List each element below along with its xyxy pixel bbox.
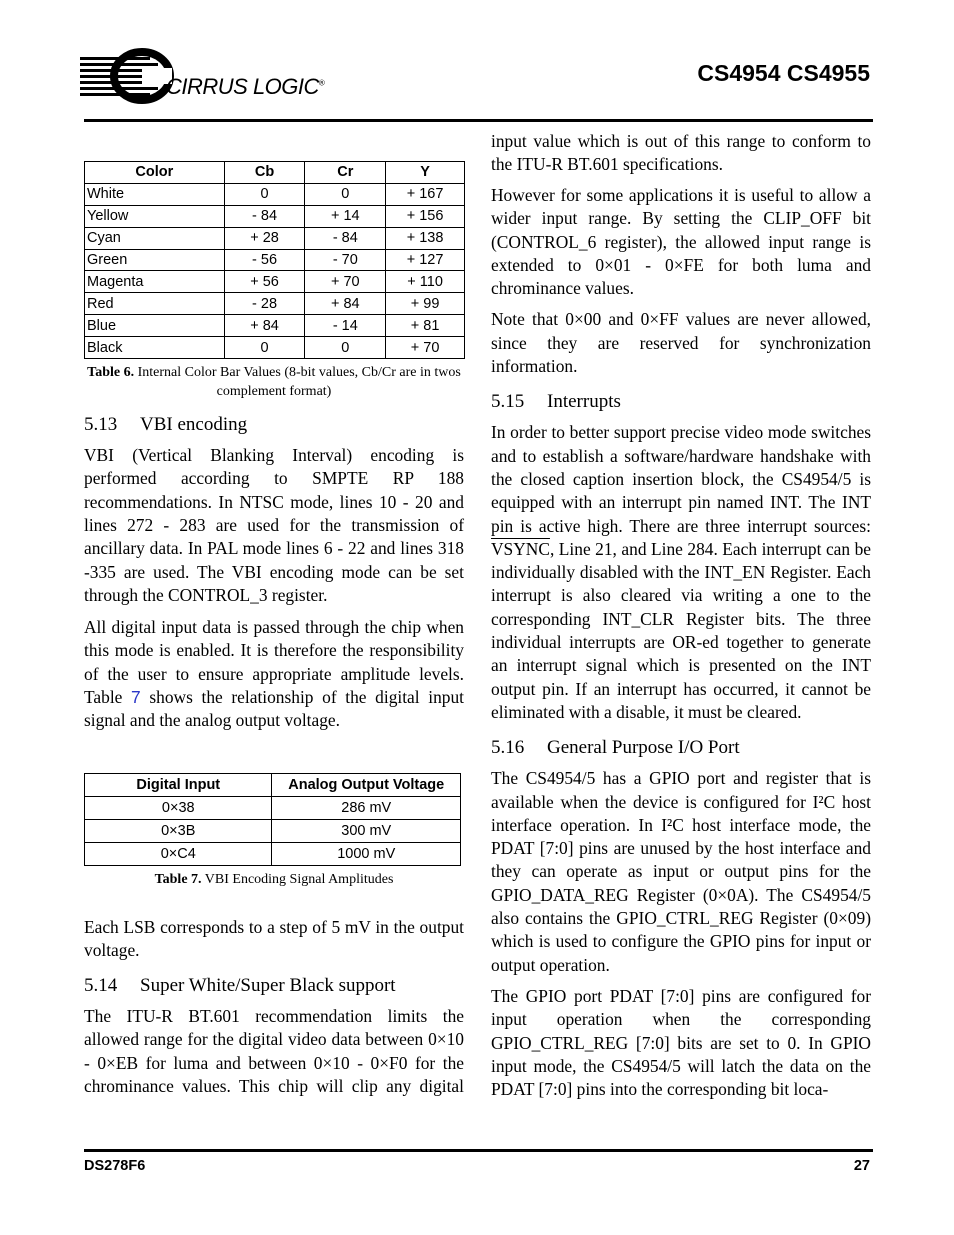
column-header-digital-input: Digital Input bbox=[85, 773, 272, 796]
table-row bbox=[85, 819, 461, 842]
document-id: DS278F6 bbox=[84, 1158, 146, 1174]
color-name-cell: Yellow bbox=[85, 205, 225, 227]
color-bar-table bbox=[84, 161, 465, 359]
company-logo bbox=[80, 48, 330, 108]
document-title: CS4954 CS4955 bbox=[697, 60, 870, 86]
table-row bbox=[85, 842, 461, 865]
table-row bbox=[85, 249, 465, 271]
cr-cell: 0 bbox=[305, 337, 386, 359]
digital-input-cell: 0×38 bbox=[85, 796, 272, 819]
column-header-analog-output: Analog Output Voltage bbox=[272, 773, 461, 796]
cr-cell: - 14 bbox=[305, 315, 386, 337]
color-name-cell: Black bbox=[85, 337, 225, 359]
section-5-13-heading: 5.13 VBI encoding bbox=[84, 414, 248, 436]
table-row bbox=[85, 271, 465, 293]
vbi-amplitude-table bbox=[84, 773, 461, 866]
color-name-cell: Magenta bbox=[85, 271, 225, 293]
super-white-paragraph-1-continued: input value which is out of this range to conform to the ITU-R BT.601 specifications. bbox=[491, 131, 871, 175]
cb-cell: + 56 bbox=[224, 271, 305, 293]
table-row bbox=[85, 183, 465, 205]
cb-cell: - 56 bbox=[224, 249, 305, 271]
super-white-paragraph-3: Note that 0×00 and 0×FF values are never allowed, since they are reserved for synchronization information. bbox=[491, 309, 871, 377]
color-name-cell: Blue bbox=[85, 315, 225, 337]
lsb-paragraph: Each LSB corresponds to a step of 5 mV in the output voltage. bbox=[84, 916, 464, 960]
y-cell: + 110 bbox=[386, 271, 465, 293]
left-column bbox=[84, 130, 464, 1099]
column-header-y: Y bbox=[386, 162, 465, 184]
table-header-row bbox=[85, 162, 465, 184]
table-row bbox=[85, 205, 465, 227]
footer-rule bbox=[84, 1149, 873, 1152]
section-5-16-heading: 5.16 General Purpose I/O Port bbox=[491, 737, 740, 759]
column-header-cb: Cb bbox=[224, 162, 305, 184]
section-5-14-heading: 5.14 Super White/Super Black support bbox=[84, 975, 396, 997]
table-7-caption: Table 7. VBI Encoding Signal Amplitudes bbox=[154, 871, 394, 887]
cr-cell: + 14 bbox=[305, 205, 386, 227]
analog-output-cell: 286 mV bbox=[272, 796, 461, 819]
right-column bbox=[491, 130, 871, 1101]
cr-cell: + 84 bbox=[305, 293, 386, 315]
digital-input-cell: 0×3B bbox=[85, 819, 272, 842]
table-row bbox=[85, 227, 465, 249]
cb-cell: + 28 bbox=[224, 227, 305, 249]
table-row bbox=[85, 337, 465, 359]
color-name-cell: Cyan bbox=[85, 227, 225, 249]
table-7-link[interactable]: 7 bbox=[131, 686, 141, 707]
y-cell: + 99 bbox=[386, 293, 465, 315]
cr-cell: 0 bbox=[305, 183, 386, 205]
cb-cell: 0 bbox=[224, 183, 305, 205]
super-white-paragraph-2: However for some applications it is useful to allow a wider input range. By setting the CLIP_OFF bit (CONTROL_6 register), the allowed input range is extended to 0×01 - 0×FE for both luma and chrominance values. bbox=[491, 185, 871, 299]
cb-cell: + 84 bbox=[224, 315, 305, 337]
header-rule bbox=[84, 119, 873, 122]
cb-cell: - 28 bbox=[224, 293, 305, 315]
cb-cell: - 84 bbox=[224, 205, 305, 227]
vsync-signal: VSYNC bbox=[491, 538, 550, 559]
color-name-cell: White bbox=[85, 183, 225, 205]
y-cell: + 138 bbox=[386, 227, 465, 249]
color-name-cell: Green bbox=[85, 249, 225, 271]
y-cell: + 70 bbox=[386, 337, 465, 359]
y-cell: + 156 bbox=[386, 205, 465, 227]
super-white-paragraph-1: The ITU-R BT.601 recommendation limits the allowed range for the digital video data between 0×10 - 0×EB for luma and between 0×10 - 0×F0 for the chrominance values. This chip will clip any digital bbox=[84, 1006, 464, 1097]
interrupts-paragraph: In order to better support precise video mode switches and to establish a software/hardware handshake with the closed caption insertion block, the CS4954/5 is equipped with an interrupt pin named INT. The INT pin is active high. There are three interrupt sources: VSYNC, Line 21, and Line 284. Each interrupt can be individually disabled with the INT_EN Register. Each interrupt is also cleared via writing a one to the corresponding INT_CLR Register bits. The three individual interrupts are OR-ed together to generate an interrupt signal which is presented on the INT output pin. If an interrupt has occurred, it cannot be eliminated with a disable, it must be cleared. bbox=[491, 422, 871, 722]
vbi-paragraph-1: VBI (Vertical Blanking Interval) encoding is performed according to SMPTE RP 188 recommendations. In NTSC mode, lines 10 - 20 and lines 272 - 283 are used for the transmission of ancillary data. In PAL mode lines 6 - 22 and lines 318 -335 are used. The VBI encoding mode can be set through the CONTROL_3 register. bbox=[84, 445, 464, 605]
table-row bbox=[85, 293, 465, 315]
logo-wordmark: CIRRUS LOGIC® bbox=[166, 74, 325, 99]
table-6-caption: Table 6. Internal Color Bar Values (8-bit values, Cb/Cr are in twos complement format) bbox=[87, 365, 461, 400]
table-header-row bbox=[85, 773, 461, 796]
vbi-paragraph-2: All digital input data is passed through the chip when this mode is enabled. It is therefore the responsibility of the user to ensure appropriate amplitude levels. Table 7 shows the relationship of the digital input signal and the analog output voltage. bbox=[84, 617, 464, 731]
section-5-15-heading: 5.15 Interrupts bbox=[491, 391, 621, 413]
column-header-color: Color bbox=[85, 162, 225, 184]
cb-cell: 0 bbox=[224, 337, 305, 359]
cr-cell: + 70 bbox=[305, 271, 386, 293]
analog-output-cell: 300 mV bbox=[272, 819, 461, 842]
analog-output-cell: 1000 mV bbox=[272, 842, 461, 865]
table-row bbox=[85, 315, 465, 337]
table-row bbox=[85, 796, 461, 819]
y-cell: + 127 bbox=[386, 249, 465, 271]
gpio-paragraph-2: The GPIO port PDAT [7:0] pins are configured for input operation when the corresponding GPIO_CTRL_REG [7:0] bits are set to 0. In GPIO input mode, the CS4954/5 will latch the data on the PDAT [7:0] pins into the corresponding bit loca- bbox=[491, 985, 871, 1100]
y-cell: + 167 bbox=[386, 183, 465, 205]
gpio-paragraph-1: The CS4954/5 has a GPIO port and register that is available when the device is configured for I²C host interface operation. In I²C host interface mode, the PDAT [7:0] pins are unused by the host interface and they can operate as input or output pins for the GPIO_DATA_REG Register (0×0A). The CS4954/5 also contains the GPIO_CTRL_REG Register (0×09) which is used to configure the GPIO pins for input or output operation. bbox=[491, 768, 871, 975]
page-number: 27 bbox=[853, 1158, 870, 1174]
cr-cell: - 70 bbox=[305, 249, 386, 271]
y-cell: + 81 bbox=[386, 315, 465, 337]
cr-cell: - 84 bbox=[305, 227, 386, 249]
digital-input-cell: 0×C4 bbox=[85, 842, 272, 865]
column-header-cr: Cr bbox=[305, 162, 386, 184]
color-name-cell: Red bbox=[85, 293, 225, 315]
